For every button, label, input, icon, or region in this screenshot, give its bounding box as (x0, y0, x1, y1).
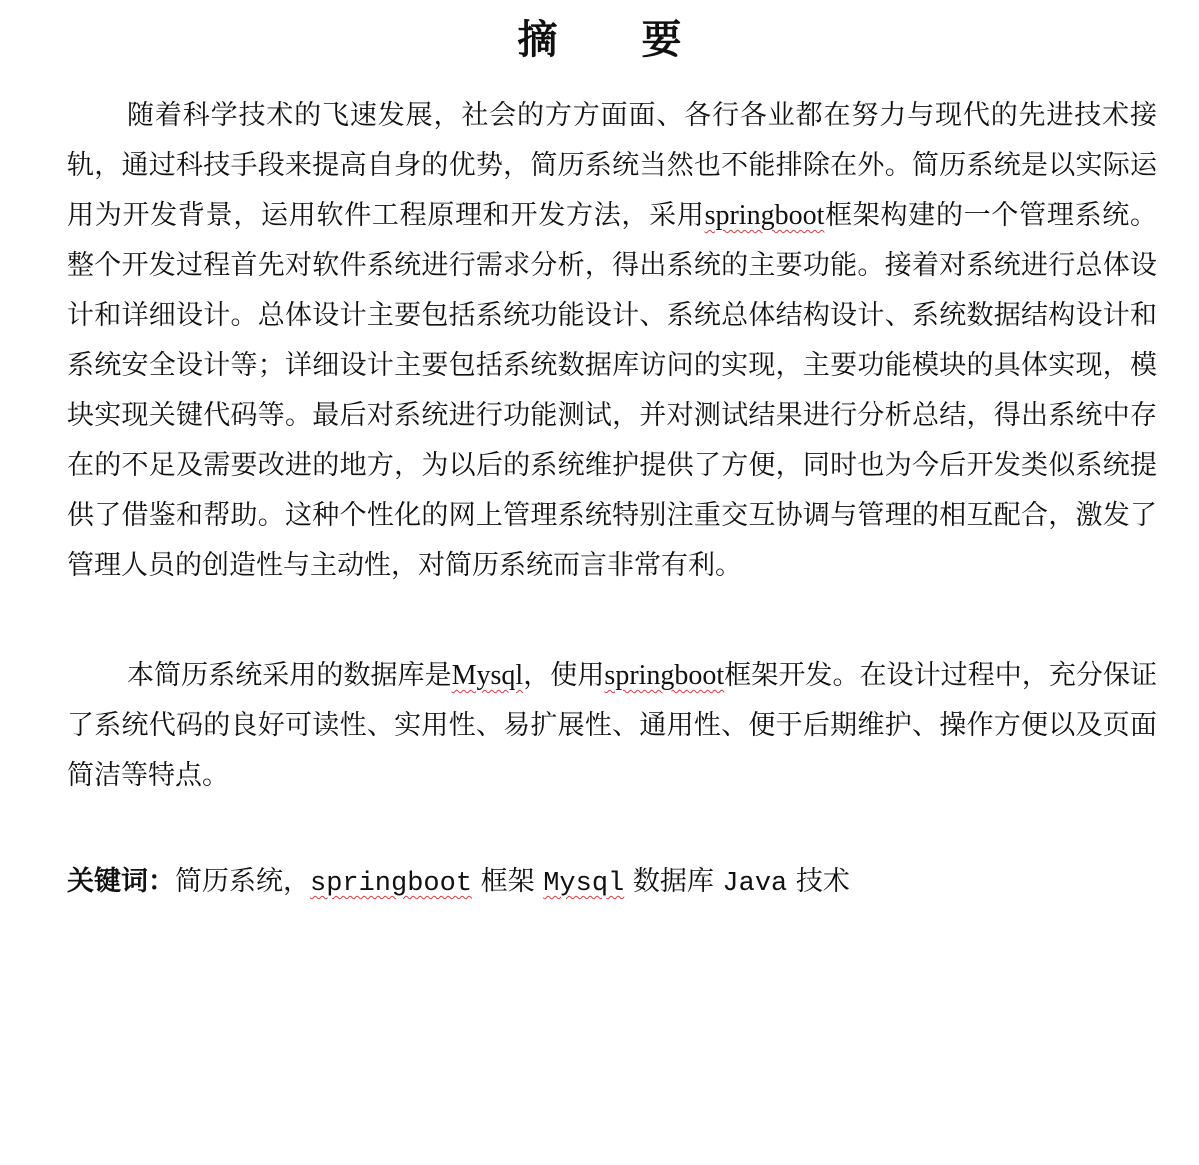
abstract-paragraph-2 (67, 651, 1157, 801)
paragraph-2-text-c: 框架开发。在设计过程中，充分保证了系统代码的良好可读性、实用性、易扩展性、通用性、便于后期维护、操作方便以及页面简洁等特点。 (67, 660, 1158, 791)
paragraph-2-text-b: ，使用 (523, 660, 605, 691)
paragraph-2-text-a: 本简历系统采用的数据库是 (127, 660, 452, 691)
keyword-mysql: Mysql (543, 869, 625, 899)
paragraph-1-text-a: 随着科学技术的飞速发展，社会的方方面面、各行各业都在努力与现代的先进技术接轨，通过科技手段来提高自身的优势，简历系统当然也不能排除在外。简历系统是以实际运用为开发背景，运用软件工程原理和开发方法，采用 (67, 100, 1157, 231)
term-springboot: springboot (704, 200, 825, 231)
page-title: 摘 要 (517, 17, 704, 63)
keywords-label: 关键词： (67, 866, 175, 897)
keyword-resume-system: 简历系统， (175, 866, 310, 897)
keyword-framework: 框架 (480, 866, 535, 897)
keyword-technology: 技术 (795, 866, 850, 897)
abstract-paragraph-1 (67, 91, 1157, 591)
keyword-database: 数据库 (632, 866, 714, 897)
term-mysql: Mysql (451, 660, 524, 691)
keyword-springboot: springboot (310, 869, 473, 899)
keyword-java: Java (722, 869, 788, 899)
paragraph-1-text-b: 框架构建的一个管理系统。整个开发过程首先对软件系统进行需求分析，得出系统的主要功能。接着对系统进行总体设计和详细设计。总体设计主要包括系统功能设计、系统总体结构设计、系统数据结构设计和系统安全设计等；详细设计主要包括系统数据库访问的实现，主要功能模块的具体实现，模块实现关键代码等。最后对系统进行功能测试，并对测试结果进行分析总结，得出系统中存在的不足及需要改进的地方，为以后的系统维护提供了方便，同时也为今后开发类似系统提供了借鉴和帮助。这种个性化的网上管理系统特别注重交互协调与管理的相互配合，激发了管理人员的创造性与主动性，对简历系统而言非常有利。 (67, 200, 1158, 581)
keywords-line (67, 858, 1157, 908)
term-springboot-2: springboot (604, 660, 725, 691)
